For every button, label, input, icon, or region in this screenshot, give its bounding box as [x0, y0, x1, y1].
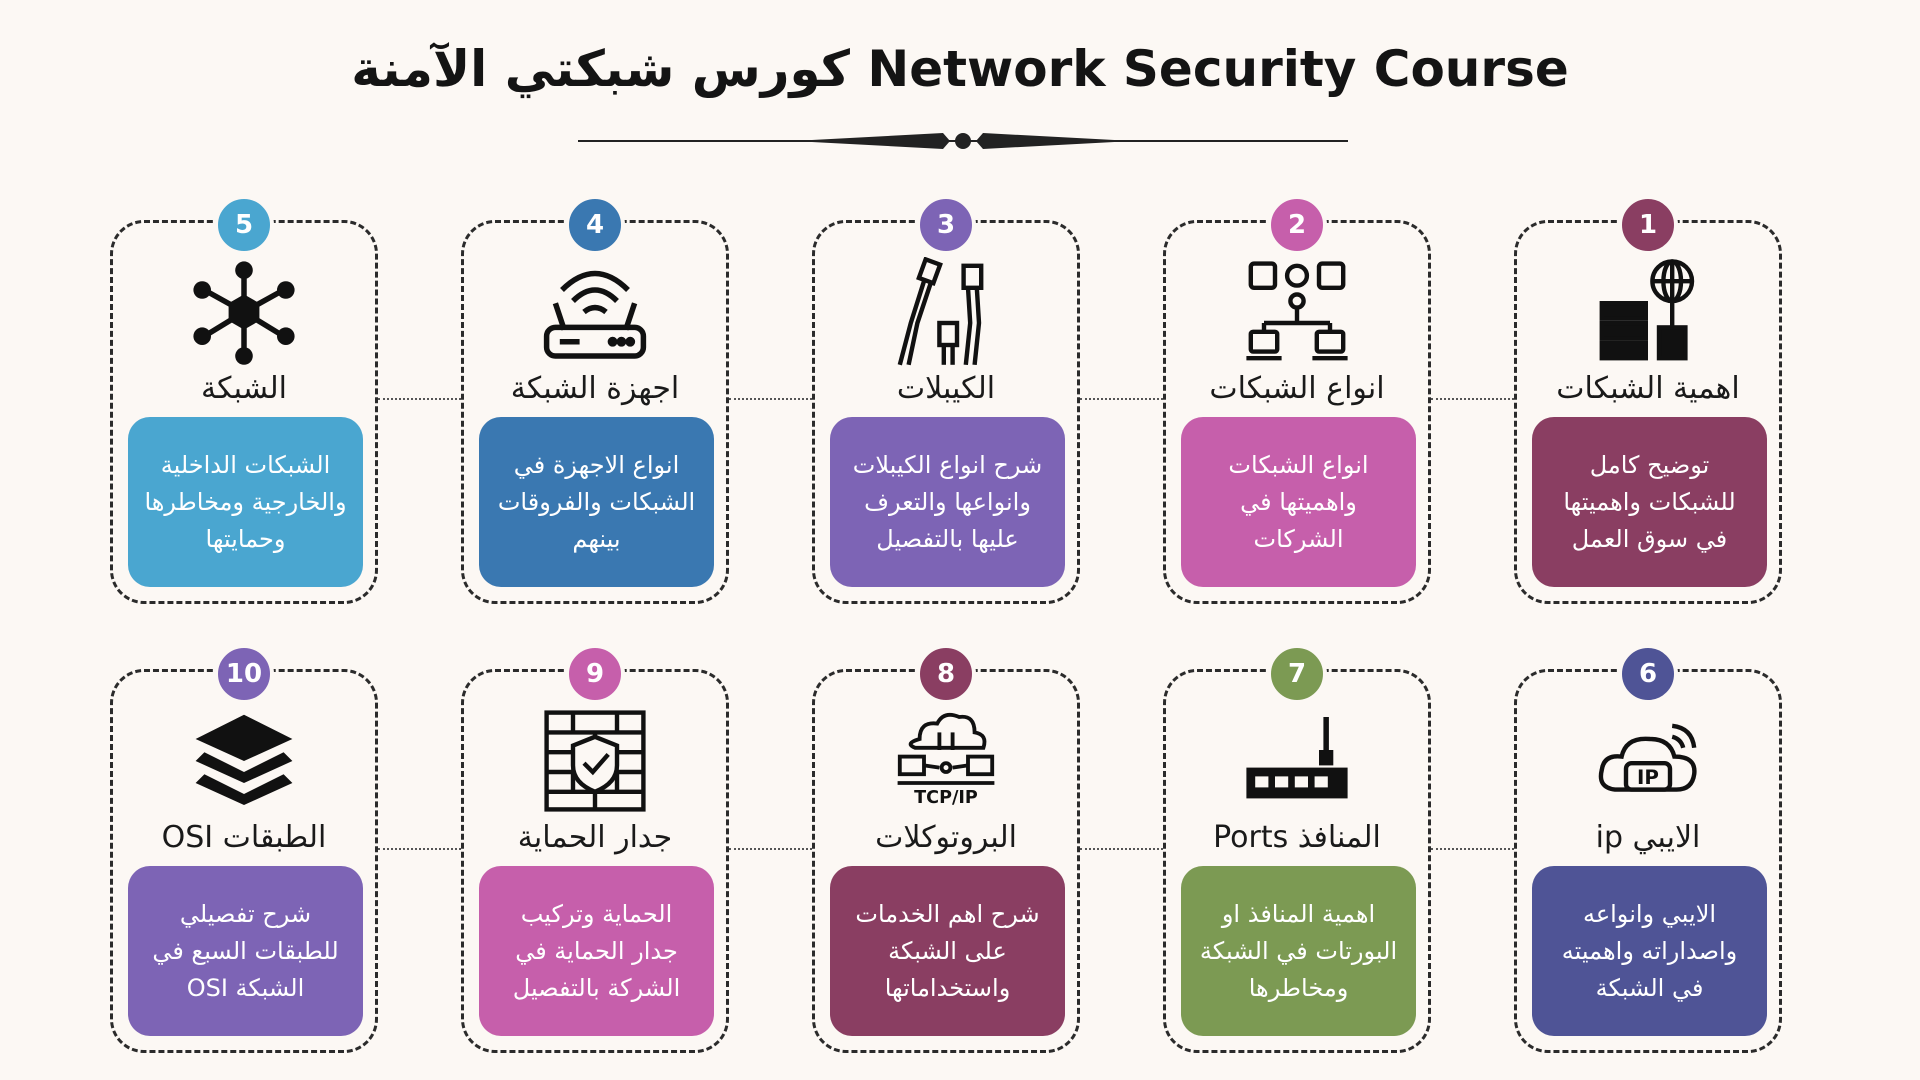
switch-ports-icon [1242, 706, 1352, 816]
card-connector [1431, 398, 1514, 400]
step-badge: 1 [1618, 195, 1678, 255]
card-8 [812, 659, 1080, 1053]
svg-text:TCP/IP: TCP/IP [914, 787, 978, 808]
step-badge: 7 [1267, 644, 1327, 704]
svg-text:IP: IP [1637, 766, 1659, 790]
card-description: انواع الشبكات واهميتها في الشركات [1181, 417, 1416, 587]
card-connector [378, 398, 461, 400]
card-1 [1514, 210, 1782, 604]
card-description: شرح تفصيلي للطبقات السبع في الشبكة OSI [128, 866, 363, 1036]
card-6 [1514, 659, 1782, 1053]
card-title: اجهزة الشبكة [510, 371, 680, 406]
router-icon [540, 257, 650, 367]
card-title: البروتوكلات [875, 820, 1017, 855]
network-hub-icon [189, 257, 299, 367]
card-description: انواع الاجهزة في الشبكات والفروقات بينهم [479, 417, 714, 587]
page-title: كورس شبكتي الآمنة Network Security Course [351, 40, 1569, 98]
layers-icon [189, 706, 299, 816]
network-types-icon [1242, 257, 1352, 367]
card-title: اهمية الشبكات [1556, 371, 1740, 406]
step-badge: 2 [1267, 195, 1327, 255]
card-description: شرح اهم الخدمات على الشبكة واستخداماتها [830, 866, 1065, 1036]
card-5 [110, 210, 378, 604]
card-4 [461, 210, 729, 604]
card-9 [461, 659, 729, 1053]
card-3 [812, 210, 1080, 604]
card-description: اهمية المنافذ او البورتات في الشبكة ومخاطرها [1181, 866, 1416, 1036]
card-description: شرح انواع الكيبلات وانواعها والتعرف عليها بالتفصيل [830, 417, 1065, 587]
card-title: جدار الحماية [517, 820, 673, 855]
step-badge: 4 [565, 195, 625, 255]
step-badge: 3 [916, 195, 976, 255]
card-2 [1163, 210, 1431, 604]
card-description: الشبكات الداخلية والخارجية ومخاطرها وحمايتها [128, 417, 363, 587]
card-description: توضيح كامل للشبكات واهميتها في سوق العمل [1532, 417, 1767, 587]
cables-icon [891, 257, 1001, 367]
card-connector [1080, 848, 1163, 850]
card-connector [378, 848, 461, 850]
card-title: الشبكة [201, 371, 287, 406]
card-connector [1431, 848, 1514, 850]
card-connector [729, 848, 812, 850]
tcp-ip-icon [891, 706, 1001, 816]
title-divider [578, 124, 1348, 158]
card-description: الحماية وتركيب جدار الحماية في الشركة بالتفصيل [479, 866, 714, 1036]
step-badge: 5 [214, 195, 274, 255]
step-badge: 8 [916, 644, 976, 704]
card-10 [110, 659, 378, 1053]
card-description: الايبي وانواعه واصداراته واهميته في الشبكة [1532, 866, 1767, 1036]
server-globe-icon [1593, 257, 1703, 367]
card-title: المنافذ Ports [1213, 820, 1381, 855]
card-connector [1080, 398, 1163, 400]
card-title: الطبقات OSI [161, 820, 327, 855]
card-title: انواع الشبكات [1209, 371, 1385, 406]
card-7 [1163, 659, 1431, 1053]
step-badge: 9 [565, 644, 625, 704]
card-title: الكيبلات [896, 371, 996, 406]
step-badge: 10 [214, 644, 274, 704]
firewall-icon [540, 706, 650, 816]
card-connector [729, 398, 812, 400]
ip-cloud-icon [1593, 706, 1703, 816]
card-title: الايبي ip [1595, 820, 1701, 855]
step-badge: 6 [1618, 644, 1678, 704]
